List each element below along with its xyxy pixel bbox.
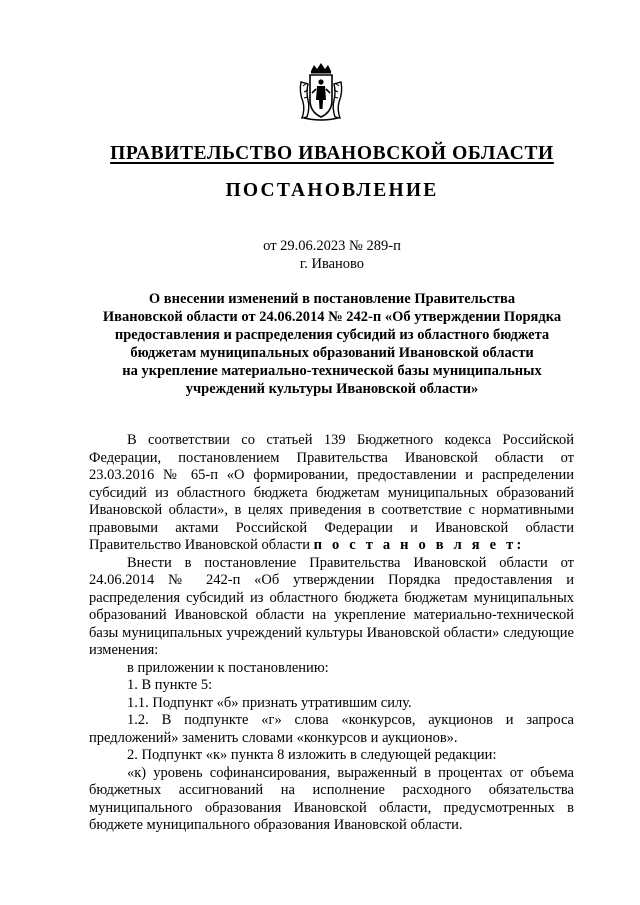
body-paragraph: 2. Подпункт «к» пункта 8 изложить в следующей редакции: (127, 747, 497, 763)
title-line: учреждений культуры Ивановской области» (185, 381, 479, 397)
title-line: Ивановской области от 24.06.2014 № 242-п «Об утверждении Порядка (102, 309, 562, 325)
body-paragraph: 1.1. Подпункт «б» признать утратившим силу. (127, 694, 412, 711)
body-paragraph: Внести в постановление Правительства Ивановской области от 24.06.2014 № 242-п «Об утверждении Порядка предоставления и распределения субсидий из областного бюджета бюджетам муниципальных образований Ивановской области на укрепление материально-технической базы муниципальных учреждений культуры Ивановской области» следующие изменения: (89, 554, 574, 658)
document-title (80, 290, 584, 398)
resolves-word: п о с т а н о в л я е т: (313, 537, 525, 553)
title-line: предоставления и распределения субсидий из областного бюджета (114, 327, 550, 343)
body-paragraph: 1. В пункте 5: (127, 677, 213, 693)
coat-of-arms-icon (298, 62, 344, 122)
organization-name: ПРАВИТЕЛЬСТВО ИВАНОВСКОЙ ОБЛАСТИ (110, 143, 554, 164)
document-body (89, 432, 574, 835)
document-meta (0, 237, 640, 273)
body-paragraph: «к) уровень софинансирования, выраженный в процентах от объема бюджетных ассигнований на исполнение расходного обязательства муниципального образования Ивановской области, предусмотренных в бюджете муниципального образования Ивановской области. (89, 764, 574, 833)
body-paragraph: в приложении к постановлению: (127, 659, 329, 676)
preamble-paragraph (89, 432, 574, 555)
title-line: бюджетам муниципальных образований Ивановской области (130, 345, 534, 361)
document-city: г. Иваново (299, 256, 365, 272)
title-line: О внесении изменений в постановление Правительства (148, 291, 516, 307)
title-line: на укрепление материально-технической базы муниципальных (122, 363, 542, 379)
document-date-number: от 29.06.2023 № 289-п (263, 238, 401, 254)
body-paragraph: 1.2. В подпункте «г» слова «конкурсов, аукционов и запроса предложений» заменить словами «конкурсов и аукционов». (89, 712, 574, 746)
preamble-text: В соответствии со статьей 139 Бюджетного кодекса Российской Федерации, постановлением Правительства Ивановской области от 23.03.2016 № 65-п «О формировании, предоставлении и распределении субсидий из областного бюджета бюджетам муниципальных образований Ивановской области», в целях приведения в соответствие с нормативными правовыми актами Российской Федерации и Ивановской области Правительство Ивановской области (89, 432, 574, 553)
document-type: ПОСТАНОВЛЕНИЕ (225, 180, 439, 201)
